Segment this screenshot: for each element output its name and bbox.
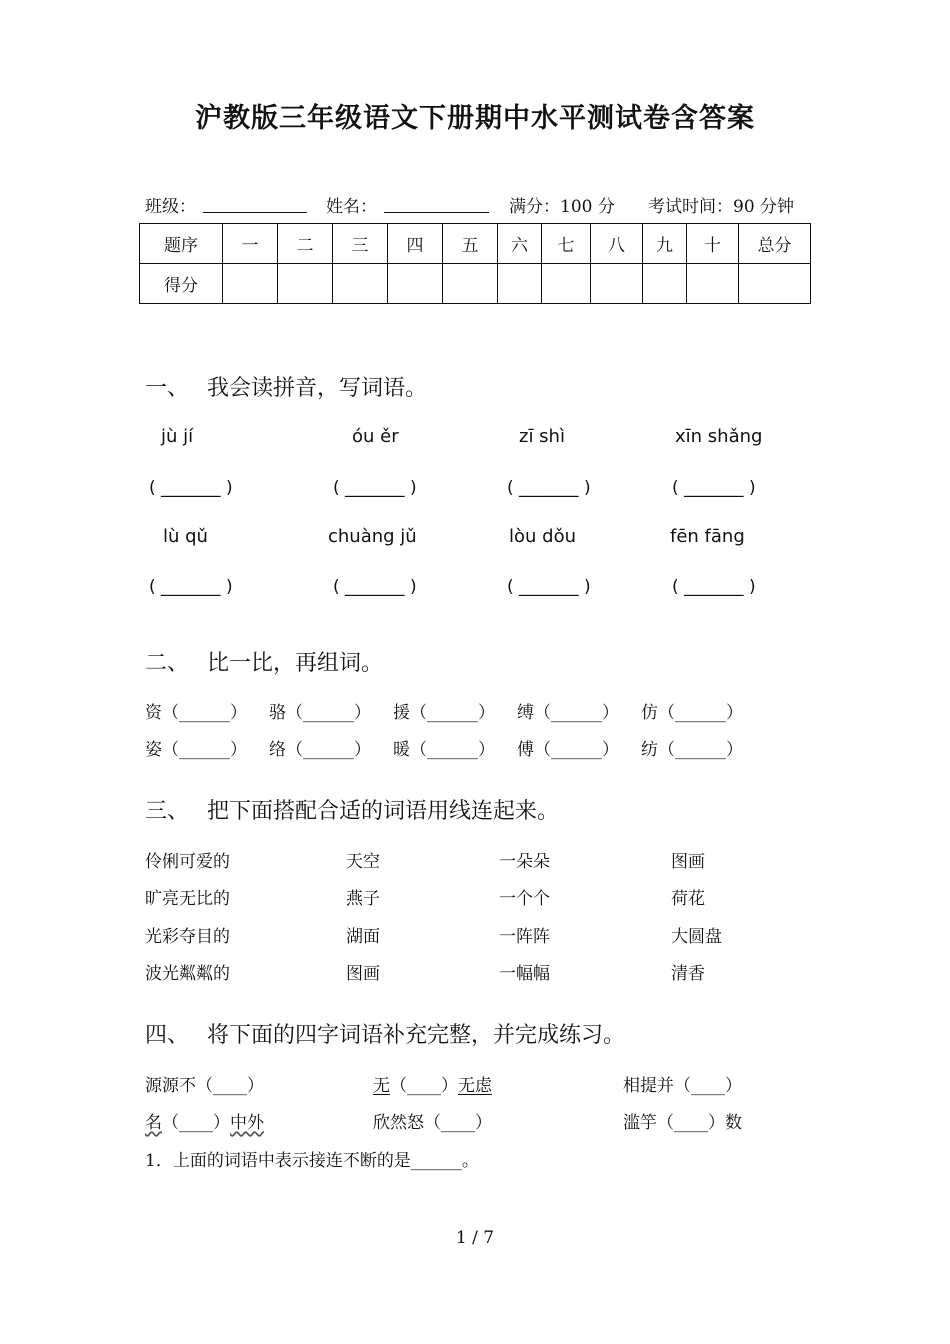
match-word[interactable]: 图画 <box>346 964 380 984</box>
idiom-item[interactable]: 欣然怒（____） <box>373 1113 492 1133</box>
name-label: 姓名： <box>326 197 377 217</box>
answer-blank[interactable]: ( _______ ) <box>333 577 417 597</box>
score-cell[interactable] <box>498 264 542 304</box>
word-blank[interactable]: （______） <box>410 740 495 760</box>
header-cell: 题序 <box>140 224 223 264</box>
idiom-item[interactable]: 相提并（____） <box>623 1076 742 1096</box>
idiom-item[interactable]: 名（____）中外 <box>145 1113 264 1133</box>
compare-item: 络（______） <box>269 740 371 760</box>
match-word[interactable]: 旷亮无比的 <box>145 889 230 909</box>
header-cell: 八 <box>591 224 643 264</box>
answer-blank[interactable]: ( _______ ) <box>149 577 233 597</box>
header-cell: 七 <box>542 224 591 264</box>
score-cell[interactable] <box>223 264 278 304</box>
score-table-header <box>140 224 811 264</box>
pinyin: xīn shǎng <box>675 426 763 447</box>
match-word[interactable]: 荷花 <box>671 889 705 909</box>
score-cell[interactable] <box>278 264 333 304</box>
answer-blank[interactable]: ( _______ ) <box>507 577 591 597</box>
match-word[interactable]: 光彩夺目的 <box>145 927 230 947</box>
header-cell: 三 <box>333 224 388 264</box>
name-field[interactable] <box>384 192 489 213</box>
score-cell[interactable] <box>443 264 498 304</box>
section-number: 三、 <box>145 799 190 824</box>
class-label: 班级： <box>145 197 196 217</box>
score-cell[interactable] <box>388 264 443 304</box>
word-blank[interactable]: （______） <box>410 703 495 723</box>
word-blank[interactable]: （______） <box>658 740 743 760</box>
match-word[interactable]: 波光粼粼的 <box>145 964 230 984</box>
section-title: 将下面的四字词语补充完整，并完成练习。 <box>207 1023 626 1048</box>
section-number: 二、 <box>145 651 190 676</box>
section2-heading <box>145 646 383 677</box>
score-table-row <box>140 264 811 304</box>
score-cell[interactable] <box>739 264 811 304</box>
match-word[interactable]: 一个个 <box>499 889 550 909</box>
header-cell: 四 <box>388 224 443 264</box>
pinyin: óu ěr <box>352 426 399 447</box>
idiom-item[interactable]: 滥竽（____）数 <box>623 1113 742 1133</box>
pinyin: lòu dǒu <box>509 526 576 547</box>
idiom-item[interactable]: 源源不（____） <box>145 1076 264 1096</box>
match-word[interactable]: 一幅幅 <box>499 964 550 984</box>
score-cell[interactable] <box>333 264 388 304</box>
compare-item: 纺（______） <box>641 740 743 760</box>
header-cell: 一 <box>223 224 278 264</box>
match-word[interactable]: 大圆盘 <box>671 927 722 947</box>
score-cell[interactable] <box>643 264 687 304</box>
section1-heading <box>145 371 427 402</box>
answer-blank[interactable]: ( _______ ) <box>333 478 417 498</box>
pinyin: chuàng jǔ <box>328 526 417 547</box>
header-cell: 十 <box>687 224 739 264</box>
match-word[interactable]: 天空 <box>346 852 380 872</box>
word-blank[interactable]: （______） <box>534 740 619 760</box>
answer-blank[interactable]: ( _______ ) <box>672 577 756 597</box>
word-blank[interactable]: （______） <box>162 740 247 760</box>
section3-heading <box>145 794 559 825</box>
section-number: 一、 <box>145 376 190 401</box>
word-blank[interactable]: （______） <box>286 703 371 723</box>
pinyin: fēn fāng <box>670 526 745 547</box>
match-word[interactable]: 燕子 <box>346 889 380 909</box>
pinyin: jù jí <box>161 426 194 447</box>
class-field[interactable] <box>203 192 307 213</box>
score-table <box>139 223 811 304</box>
compare-item: 援（______） <box>393 703 495 723</box>
page-number: 1 / 7 <box>455 1228 495 1248</box>
section-title: 把下面搭配合适的词语用线连起来。 <box>207 799 560 824</box>
compare-item: 缚（______） <box>517 703 619 723</box>
idiom-item[interactable]: 无（____）无虑 <box>373 1076 492 1096</box>
header-cell: 二 <box>278 224 333 264</box>
match-word[interactable]: 湖面 <box>346 927 380 947</box>
word-blank[interactable]: （______） <box>534 703 619 723</box>
page-title: 沪教版三年级语文下册期中水平测试卷含答案 <box>195 103 755 134</box>
compare-item: 资（______） <box>145 703 247 723</box>
section-title: 我会读拼音，写词语。 <box>207 376 428 401</box>
question-1: 1．上面的词语中表示接连不断的是______。 <box>145 1151 479 1171</box>
full-score: 满分：100 分 <box>509 197 615 217</box>
answer-blank[interactable]: ( _______ ) <box>149 478 233 498</box>
word-blank[interactable]: （______） <box>286 740 371 760</box>
match-word[interactable]: 伶俐可爱的 <box>145 852 230 872</box>
score-cell[interactable] <box>687 264 739 304</box>
header-cell: 六 <box>498 224 542 264</box>
section-number: 四、 <box>145 1023 190 1048</box>
header-cell: 总分 <box>739 224 811 264</box>
pinyin: lù qǔ <box>163 526 208 547</box>
header-cell: 九 <box>643 224 687 264</box>
answer-blank[interactable]: ( _______ ) <box>507 478 591 498</box>
section-title: 比一比，再组词。 <box>207 651 384 676</box>
score-cell[interactable] <box>591 264 643 304</box>
word-blank[interactable]: （______） <box>658 703 743 723</box>
compare-item: 骆（______） <box>269 703 371 723</box>
compare-item: 傅（______） <box>517 740 619 760</box>
compare-item: 暖（______） <box>393 740 495 760</box>
compare-item: 姿（______） <box>145 740 247 760</box>
match-word[interactable]: 一阵阵 <box>499 927 550 947</box>
exam-time: 考试时间：90 分钟 <box>648 197 795 217</box>
word-blank[interactable]: （______） <box>162 703 247 723</box>
header-cell: 五 <box>443 224 498 264</box>
section4-heading <box>145 1018 625 1049</box>
answer-blank[interactable]: ( _______ ) <box>672 478 756 498</box>
match-word[interactable]: 清香 <box>671 964 705 984</box>
match-word[interactable]: 图画 <box>671 852 705 872</box>
compare-item: 仿（______） <box>641 703 743 723</box>
row-label: 得分 <box>140 264 223 304</box>
score-cell[interactable] <box>542 264 591 304</box>
pinyin: zī shì <box>519 426 565 447</box>
match-word[interactable]: 一朵朵 <box>499 852 550 872</box>
